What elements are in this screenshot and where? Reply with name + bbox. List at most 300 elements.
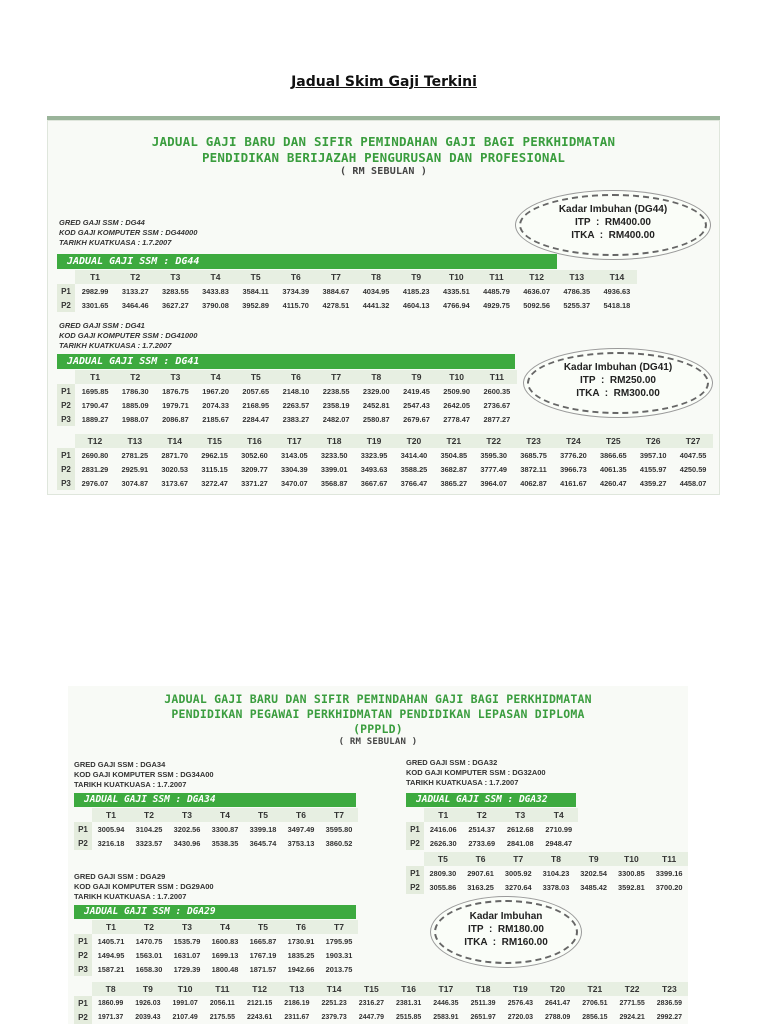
dg44-band: JADUAL GAJI SSM : DG44 xyxy=(57,254,557,269)
dga32-date: TARIKH KUATKUASA : 1.7.2007 xyxy=(406,778,519,787)
cell: 3776.20 xyxy=(560,450,587,460)
cell: 3464.46 xyxy=(121,300,149,310)
row-label: P1 xyxy=(57,384,75,398)
cell: 4786.35 xyxy=(563,286,591,296)
dg41-col-header: T19 xyxy=(354,434,394,448)
dg44-col-header: T12 xyxy=(517,270,557,284)
dga29-col-header: T5 xyxy=(244,920,282,934)
cell: 2976.07 xyxy=(81,478,109,488)
dga34-header-row xyxy=(74,808,358,822)
cell: 2509.90 xyxy=(443,386,470,396)
dg44-date: TARIKH KUATKUASA : 1.7.2007 xyxy=(59,238,172,247)
dga29-allowance-oval xyxy=(434,900,578,964)
cell: 2329.00 xyxy=(362,386,390,396)
cell: 1405.71 xyxy=(97,936,125,946)
table-row xyxy=(74,996,688,1010)
cell: 2600.35 xyxy=(483,386,511,396)
cell: 3283.55 xyxy=(161,286,189,296)
dga29-col-header: T1 xyxy=(92,920,130,934)
cell: 4936.63 xyxy=(603,286,631,296)
cell: 2057.65 xyxy=(242,386,270,396)
cell: 4458.07 xyxy=(679,478,707,488)
dga29-header-row xyxy=(74,920,358,934)
dga32-col-header: T9 xyxy=(575,852,613,866)
dga29-col-header: T12 xyxy=(241,982,278,996)
row-label: P2 xyxy=(406,836,424,850)
table-row xyxy=(57,284,637,298)
cell: 1903.31 xyxy=(325,950,353,960)
cell: 3399.18 xyxy=(249,824,277,834)
cell: 4061.35 xyxy=(599,464,627,474)
dga34-grade: GRED GAJI SSM : DGA34 xyxy=(74,760,166,769)
cell: 2836.59 xyxy=(656,999,683,1007)
dga34-date: TARIKH KUATKUASA : 1.7.2007 xyxy=(74,780,187,789)
cell: 1729.39 xyxy=(173,964,201,974)
dga32-band: JADUAL GAJI SSM : DGA32 xyxy=(406,793,576,807)
cell: 1979.71 xyxy=(162,400,189,410)
cell: 2736.67 xyxy=(483,400,511,410)
dg44-col-header: T6 xyxy=(276,270,316,284)
cell: 2379.73 xyxy=(321,1013,347,1021)
dg41-col-header: T23 xyxy=(514,434,554,448)
cell: 3005.94 xyxy=(97,824,125,834)
cell: 2706.51 xyxy=(582,999,608,1007)
cell: 3304.39 xyxy=(280,464,308,474)
cell: 1587.21 xyxy=(97,964,125,974)
cell: 3272.47 xyxy=(201,478,228,488)
cell: 3872.11 xyxy=(520,464,547,474)
dga32-table-b xyxy=(406,852,688,894)
dga34-col-header: T7 xyxy=(320,808,358,822)
cell: 3163.25 xyxy=(467,882,494,892)
row-label: P2 xyxy=(406,880,424,894)
dga32-header-row xyxy=(406,808,578,822)
dga29-col-header: T19 xyxy=(502,982,539,996)
row-label: P1 xyxy=(74,822,92,836)
row-label: P1 xyxy=(74,996,92,1010)
table-row xyxy=(406,822,578,836)
dga32-col-header: T6 xyxy=(462,852,500,866)
cell: 3884.67 xyxy=(322,286,350,296)
row-label: P2 xyxy=(57,462,75,476)
cell: 3493.63 xyxy=(360,464,388,474)
dga34-meta xyxy=(74,760,214,790)
cell: 5418.18 xyxy=(603,300,631,310)
cell: 4636.07 xyxy=(523,286,550,296)
dga32-col-header: T8 xyxy=(537,852,575,866)
cell: 2121.15 xyxy=(246,999,273,1007)
salary-table-scan-diploma xyxy=(68,686,688,1024)
cell: 3584.11 xyxy=(242,286,269,296)
cell: 2251.23 xyxy=(321,999,347,1007)
cell: 2175.55 xyxy=(209,1013,236,1021)
dg44-itka-label: ITKA xyxy=(571,230,595,241)
cell: 5092.56 xyxy=(523,300,550,310)
cell: 2781.25 xyxy=(121,450,149,460)
dg44-grade: GRED GAJI SSM : DG44 xyxy=(59,218,145,227)
cell: 3685.75 xyxy=(520,450,547,460)
dg41-itka: ITKA : RM300.00 xyxy=(576,388,660,399)
dg41-col-header: T6 xyxy=(276,370,316,384)
cell: 3202.56 xyxy=(173,824,201,834)
cell: 2690.80 xyxy=(81,450,109,460)
dg41-itp-value: RM250.00 xyxy=(609,375,656,386)
cell: 3682.87 xyxy=(440,464,468,474)
cell: 2316.27 xyxy=(358,999,385,1007)
table-row xyxy=(74,1010,688,1024)
cell: 1790.47 xyxy=(81,400,109,410)
cell: 3866.65 xyxy=(599,450,627,460)
cell: 2809.30 xyxy=(429,868,457,878)
dga32-col-header: T1 xyxy=(424,808,463,822)
cell: 1470.75 xyxy=(135,936,163,946)
cell: 1795.95 xyxy=(325,936,353,946)
cell: 1988.07 xyxy=(121,414,149,424)
cell: 3209.77 xyxy=(241,464,268,474)
dg41-col-header: T10 xyxy=(437,370,477,384)
cell: 2612.68 xyxy=(506,824,534,834)
table-row xyxy=(74,822,358,836)
cell: 4250.59 xyxy=(679,464,707,474)
dg41-col-header: T17 xyxy=(274,434,314,448)
dga34-col-header: T3 xyxy=(168,808,206,822)
dg41-itp-label: ITP xyxy=(580,375,596,386)
dg41-col-header: T4 xyxy=(196,370,236,384)
section2-heading-line1: JADUAL GAJI BARU DAN SIFIR PEMINDAHAN GAJI BAGI PERKHIDMATAN xyxy=(164,692,592,706)
dg44-code: KOD GAJI KOMPUTER SSM : DG44000 xyxy=(59,228,198,237)
dga29-col-header: T8 xyxy=(92,982,129,996)
cell: 2841.08 xyxy=(506,838,534,848)
dga29-col-header: T20 xyxy=(539,982,576,996)
cell: 1786.30 xyxy=(121,386,149,396)
cell: 2168.95 xyxy=(242,400,270,410)
cell: 2238.55 xyxy=(322,386,350,396)
cell: 3233.50 xyxy=(320,450,348,460)
cell: 3074.87 xyxy=(121,478,149,488)
cell: 1889.27 xyxy=(81,414,109,424)
cell: 2580.87 xyxy=(362,414,390,424)
cell: 2381.31 xyxy=(395,999,422,1007)
cell: 4485.79 xyxy=(483,286,510,296)
cell: 4929.75 xyxy=(483,300,510,310)
dg44-itp-value: RM400.00 xyxy=(604,217,651,228)
dg44-itp: ITP : RM400.00 xyxy=(575,217,651,228)
cell: 3964.07 xyxy=(480,478,508,488)
cell: 5255.37 xyxy=(563,300,591,310)
cell: 2720.03 xyxy=(507,1013,534,1021)
table-row xyxy=(57,476,713,490)
cell: 2831.29 xyxy=(81,464,109,474)
cell: 2583.91 xyxy=(433,1013,459,1021)
cell: 2771.55 xyxy=(619,999,645,1007)
cell: 3952.89 xyxy=(242,300,269,310)
cell: 1494.95 xyxy=(97,950,125,960)
cell: 4604.13 xyxy=(402,300,430,310)
cell: 2641.47 xyxy=(544,999,571,1007)
cell: 3966.73 xyxy=(560,464,587,474)
cell: 3270.64 xyxy=(504,882,532,892)
cell: 2948.47 xyxy=(545,838,573,848)
cell: 4155.97 xyxy=(639,464,667,474)
dg44-table xyxy=(57,270,637,312)
table-row xyxy=(406,866,688,880)
dg41-col-header: T18 xyxy=(314,434,354,448)
cell: 1971.37 xyxy=(97,1013,124,1021)
dga29-itp: ITP : RM180.00 xyxy=(468,924,544,935)
cell: 4335.51 xyxy=(442,286,470,296)
cell: 3790.08 xyxy=(202,300,229,310)
cell: 2039.43 xyxy=(135,1013,161,1021)
dga32-meta xyxy=(406,758,546,788)
dga32-code: KOD GAJI KOMPUTER SSM : DG32A00 xyxy=(406,768,546,777)
dg41-grade: GRED GAJI SSM : DG41 xyxy=(59,321,145,330)
cell: 1563.01 xyxy=(135,950,163,960)
row-label: P2 xyxy=(74,836,92,850)
cell: 3399.01 xyxy=(320,464,348,474)
dg41-col-header: T11 xyxy=(477,370,517,384)
cell: 1535.79 xyxy=(173,936,201,946)
row-label: P3 xyxy=(57,412,75,426)
dga34-col-header: T2 xyxy=(130,808,168,822)
dg41-col-header: T20 xyxy=(394,434,434,448)
dg41-table-a xyxy=(57,370,517,426)
dga29-col-header: T15 xyxy=(353,982,390,996)
dg44-itp-label: ITP xyxy=(575,217,591,228)
dg41-itka-label: ITKA xyxy=(576,388,600,399)
dga29-itka-label: ITKA xyxy=(464,937,488,948)
dga29-date: TARIKH KUATKUASA : 1.7.2007 xyxy=(74,892,187,901)
cell: 3700.20 xyxy=(655,882,683,892)
cell: 2514.37 xyxy=(468,824,496,834)
cell: 2856.15 xyxy=(582,1013,608,1021)
dg44-col-header: T9 xyxy=(396,270,436,284)
section2-heading-line2: PENDIDIKAN PEGAWAI PERKHIDMATAN PENDIDIKAN LEPASAN DIPLOMA xyxy=(171,707,585,721)
dg41-col-header: T5 xyxy=(236,370,276,384)
cell: 3592.81 xyxy=(618,882,645,892)
cell: 3104.23 xyxy=(542,868,570,878)
cell: 3300.87 xyxy=(211,824,239,834)
cell: 4766.94 xyxy=(442,300,470,310)
cell: 4260.47 xyxy=(599,478,627,488)
table-row xyxy=(57,298,637,312)
table-row xyxy=(406,880,688,894)
dga34-band: JADUAL GAJI SSM : DGA34 xyxy=(74,793,356,807)
cell: 3485.42 xyxy=(580,882,608,892)
cell: 2511.39 xyxy=(470,999,496,1007)
cell: 2515.85 xyxy=(395,1013,422,1021)
cell: 2547.43 xyxy=(403,400,430,410)
dg44-col-header: T8 xyxy=(356,270,396,284)
dg41-col-header: T24 xyxy=(554,434,594,448)
cell: 3020.53 xyxy=(161,464,189,474)
dga32-grade: GRED GAJI SSM : DGA32 xyxy=(406,758,498,767)
dga29-col-header: T11 xyxy=(204,982,241,996)
dga29-allowance-title: Kadar Imbuhan xyxy=(469,911,543,922)
cell: 1835.25 xyxy=(287,950,315,960)
cell: 4441.32 xyxy=(362,300,390,310)
dg41-col-header: T8 xyxy=(356,370,396,384)
dga32-col-header: T3 xyxy=(501,808,540,822)
section2-heading-line4: ( RM SEBULAN ) xyxy=(338,737,418,747)
cell: 2311.67 xyxy=(284,1013,310,1021)
row-label: P1 xyxy=(57,448,75,462)
dga29-col-header: T23 xyxy=(651,982,688,996)
dga29-col-header: T14 xyxy=(316,982,353,996)
dg41-col-header: T21 xyxy=(434,434,474,448)
cell: 2086.87 xyxy=(162,414,189,424)
dg41-header-row xyxy=(57,370,517,384)
dga29-grade: GRED GAJI SSM : DGA29 xyxy=(74,872,166,881)
row-label: P3 xyxy=(74,962,92,976)
cell: 1876.75 xyxy=(162,386,189,396)
cell: 2788.09 xyxy=(544,1013,571,1021)
dga32-col-header: T11 xyxy=(650,852,688,866)
cell: 3301.65 xyxy=(81,300,109,310)
dg41-date: TARIKH KUATKUASA : 1.7.2007 xyxy=(59,341,172,350)
cell: 4034.95 xyxy=(362,286,390,296)
dga29-table-b xyxy=(74,982,688,1024)
dga29-col-header: T16 xyxy=(390,982,427,996)
cell: 1871.57 xyxy=(249,964,277,974)
cell: 2074.33 xyxy=(202,400,229,410)
cell: 3766.47 xyxy=(400,478,428,488)
dg41-allowance-title: Kadar Imbuhan (DG41) xyxy=(563,362,673,373)
dg44-col-header: T7 xyxy=(316,270,356,284)
dga29-itka: ITKA : RM160.00 xyxy=(464,937,548,948)
row-label: P1 xyxy=(406,822,424,836)
dga29-col-header: T3 xyxy=(168,920,206,934)
cell: 3414.40 xyxy=(400,450,428,460)
cell: 3588.25 xyxy=(400,464,428,474)
dg41-allowance-oval xyxy=(527,352,709,414)
cell: 2185.67 xyxy=(202,414,229,424)
table-row xyxy=(406,836,578,850)
table-row xyxy=(74,962,358,976)
dga32-col-header: T10 xyxy=(613,852,651,866)
dga29-col-header: T21 xyxy=(576,982,613,996)
cell: 2778.47 xyxy=(443,414,470,424)
cell: 1860.99 xyxy=(97,999,124,1007)
cell: 3399.16 xyxy=(655,868,683,878)
table-row xyxy=(57,398,517,412)
dga29-col-header: T6 xyxy=(282,920,320,934)
table-row xyxy=(74,934,358,948)
cell: 4062.87 xyxy=(520,478,547,488)
dg44-col-header: T11 xyxy=(476,270,516,284)
cell: 4359.27 xyxy=(639,478,667,488)
cell: 3055.86 xyxy=(429,882,457,892)
cell: 1600.83 xyxy=(211,936,239,946)
cell: 1926.03 xyxy=(135,999,161,1007)
cell: 4278.51 xyxy=(322,300,350,310)
cell: 3957.10 xyxy=(639,450,667,460)
dga32-header-row-b xyxy=(406,852,688,866)
dg41-col-header: T9 xyxy=(396,370,436,384)
section1-heading-line2: PENDIDIKAN BERIJAZAH PENGURUSAN DAN PROFESIONAL xyxy=(201,150,566,165)
cell: 1885.09 xyxy=(121,400,149,410)
cell: 1800.48 xyxy=(211,964,239,974)
table-row xyxy=(57,412,517,426)
cell: 3173.67 xyxy=(161,478,189,488)
dg44-col-header: T2 xyxy=(115,270,155,284)
cell: 2651.97 xyxy=(470,1013,496,1021)
dg41-col-header: T13 xyxy=(115,434,155,448)
dg41-meta xyxy=(59,321,197,351)
cell: 2419.45 xyxy=(403,386,430,396)
dga29-table-a xyxy=(74,920,358,976)
dga32-col-header: T4 xyxy=(540,808,579,822)
dg44-col-header: T10 xyxy=(436,270,476,284)
cell: 3323.95 xyxy=(360,450,388,460)
dga34-col-header: T1 xyxy=(92,808,130,822)
row-label: P1 xyxy=(57,284,75,298)
cell: 2924.21 xyxy=(619,1013,645,1021)
cell: 1767.19 xyxy=(249,950,277,960)
dga32-col-header: T5 xyxy=(424,852,462,866)
dga32-col-header: T2 xyxy=(463,808,502,822)
cell: 3504.85 xyxy=(440,450,468,460)
dg41-table-b xyxy=(57,434,713,490)
dg44-allowance-title: Kadar Imbuhan (DG44) xyxy=(558,204,668,215)
dg44-col-header: T14 xyxy=(597,270,637,284)
dga29-col-header: T18 xyxy=(465,982,502,996)
dg41-col-header: T22 xyxy=(474,434,514,448)
cell: 1695.85 xyxy=(81,386,109,396)
cell: 2013.75 xyxy=(325,964,353,974)
table-row xyxy=(57,384,517,398)
table-row xyxy=(57,462,713,476)
cell: 3645.74 xyxy=(249,838,277,848)
section2-heading-line3: (PPPLD) xyxy=(353,722,403,736)
dga29-col-header: T22 xyxy=(614,982,651,996)
cell: 3430.96 xyxy=(173,838,201,848)
cell: 2107.49 xyxy=(172,1013,198,1021)
dg41-itka-value: RM300.00 xyxy=(613,388,660,399)
cell: 1991.07 xyxy=(172,999,198,1007)
cell: 4115.70 xyxy=(282,300,309,310)
cell: 3865.27 xyxy=(440,478,468,488)
cell: 3538.35 xyxy=(211,838,239,848)
cell: 2877.27 xyxy=(483,414,511,424)
dg41-col-header: T14 xyxy=(155,434,195,448)
cell: 3627.27 xyxy=(161,300,189,310)
dga29-col-header: T17 xyxy=(427,982,464,996)
cell: 2871.70 xyxy=(161,450,189,460)
cell: 2416.06 xyxy=(429,824,457,834)
dg41-header-row-b xyxy=(57,434,713,448)
dg44-itka: ITKA : RM400.00 xyxy=(571,230,655,241)
dg41-col-header: T1 xyxy=(75,370,115,384)
row-label: P1 xyxy=(74,934,92,948)
dga34-code: KOD GAJI KOMPUTER SSM : DG34A00 xyxy=(74,770,214,779)
dga29-itp-label: ITP xyxy=(468,924,484,935)
dga29-itp-value: RM180.00 xyxy=(497,924,544,935)
dg41-col-header: T2 xyxy=(115,370,155,384)
cell: 3378.03 xyxy=(542,882,570,892)
cell: 3433.83 xyxy=(202,286,229,296)
dga29-col-header: T13 xyxy=(278,982,315,996)
cell: 2446.35 xyxy=(433,999,459,1007)
cell: 2576.43 xyxy=(507,999,534,1007)
cell: 3133.27 xyxy=(121,286,149,296)
cell: 2962.15 xyxy=(201,450,228,460)
cell: 2243.61 xyxy=(246,1013,273,1021)
dg41-itp: ITP : RM250.00 xyxy=(580,375,656,386)
dg41-col-header: T26 xyxy=(633,434,673,448)
row-label: P3 xyxy=(57,476,75,490)
dga29-meta xyxy=(74,872,214,902)
dga29-itka-value: RM160.00 xyxy=(501,937,548,948)
